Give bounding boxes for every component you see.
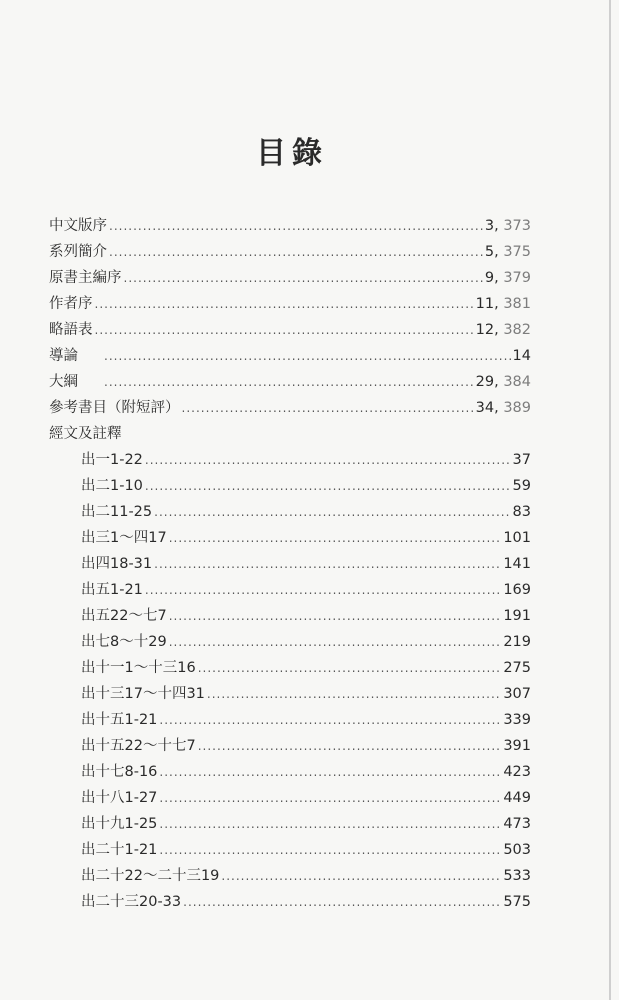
toc-sub-entry-label: 出十八1-27: [81, 790, 158, 806]
toc-sub-entry-page: 141: [503, 556, 531, 572]
dot-leader: [104, 343, 511, 369]
toc-entry[interactable]: [49, 291, 531, 317]
toc-sub-entry-label: 出四18-31: [81, 556, 153, 572]
toc-section-heading[interactable]: [49, 421, 531, 447]
toc-sub-entry[interactable]: [49, 655, 531, 681]
dot-leader: [159, 837, 501, 863]
dot-leader: [145, 447, 511, 473]
dot-leader: [109, 239, 483, 265]
toc-entry-label: 導論: [49, 348, 78, 364]
dot-leader: [159, 759, 501, 785]
dot-leader: [169, 603, 502, 629]
toc-sub-entry-page: 503: [503, 842, 531, 858]
toc-entry-label: 原書主編序: [49, 270, 122, 286]
toc-entry-label: 參考書目（附短評）: [49, 400, 180, 416]
toc-entry-label: 中文版序: [49, 218, 107, 234]
toc-sub-entry[interactable]: [49, 525, 531, 551]
toc-sub-entry[interactable]: [49, 837, 531, 863]
toc-sub-entry-label: 出二十22～二十三19: [81, 868, 220, 884]
toc-entry-label: 大綱: [49, 374, 78, 390]
toc-entry-pages: 3, 373: [484, 218, 531, 234]
toc-sub-entry[interactable]: [49, 707, 531, 733]
toc-entry-pages: 29, 384: [475, 374, 531, 390]
dot-leader: [109, 213, 483, 239]
toc-entry[interactable]: [49, 213, 531, 239]
dot-leader: [145, 473, 511, 499]
toc-sub-entry[interactable]: [49, 603, 531, 629]
toc-entry[interactable]: [49, 343, 531, 369]
dot-leader: [145, 577, 501, 603]
toc-sub-entry-label: 出二11-25: [81, 504, 153, 520]
toc-sub-entry-page: 575: [503, 894, 531, 910]
dot-leader: [154, 499, 510, 525]
toc-entry-label: 略語表: [49, 322, 93, 338]
toc-entry[interactable]: [49, 369, 531, 395]
toc-sub-entry-page: 169: [503, 582, 531, 598]
dot-leader: [198, 655, 502, 681]
toc-entry-label: 經文及註釋: [49, 426, 122, 442]
page-edge: [609, 0, 611, 1000]
toc-sub-entry-label: 出一1-22: [81, 452, 143, 468]
toc-sub-entry[interactable]: [49, 473, 531, 499]
toc-sub-entry-page: 101: [503, 530, 531, 546]
toc-entry[interactable]: [49, 239, 531, 265]
toc-sub-entry-label: 出二十三20-33: [81, 894, 182, 910]
toc-sub-entry[interactable]: [49, 889, 531, 915]
dot-leader: [182, 395, 474, 421]
toc-entry[interactable]: [49, 395, 531, 421]
toc-sub-entry-label: 出十七8-16: [81, 764, 158, 780]
table-of-contents: [49, 213, 531, 915]
toc-sub-entry-page: 423: [503, 764, 531, 780]
dot-leader: [159, 707, 501, 733]
dot-leader: [104, 369, 474, 395]
dot-leader: [207, 681, 501, 707]
toc-sub-entry-label: 出三1～四17: [81, 530, 167, 546]
toc-sub-entry[interactable]: [49, 499, 531, 525]
toc-sub-entry[interactable]: [49, 863, 531, 889]
dot-leader: [221, 863, 501, 889]
toc-sub-entry[interactable]: [49, 447, 531, 473]
toc-entry-pages: 12, 382: [475, 322, 531, 338]
toc-entry-label: 系列簡介: [49, 244, 107, 260]
toc-sub-entry[interactable]: [49, 811, 531, 837]
dot-leader: [95, 317, 474, 343]
toc-sub-entry[interactable]: [49, 551, 531, 577]
toc-sub-entry[interactable]: [49, 577, 531, 603]
toc-sub-entry[interactable]: [49, 785, 531, 811]
dot-leader: [183, 889, 501, 915]
toc-entry-pages: 34, 389: [475, 400, 531, 416]
toc-entry-pages: 14: [512, 348, 531, 364]
toc-entry-label: 作者序: [49, 296, 93, 312]
page-title: 目錄: [256, 136, 328, 172]
dot-leader: [169, 629, 502, 655]
toc-sub-entry-label: 出十三17～十四31: [81, 686, 205, 702]
toc-sub-entry-label: 出十一1～十三16: [81, 660, 196, 676]
toc-sub-entry-label: 出二十1-21: [81, 842, 158, 858]
dot-leader: [95, 291, 474, 317]
toc-sub-entry[interactable]: [49, 759, 531, 785]
toc-sub-entry[interactable]: [49, 629, 531, 655]
toc-sub-entry[interactable]: [49, 733, 531, 759]
toc-sub-entry-label: 出五22～七7: [81, 608, 167, 624]
toc-entry[interactable]: [49, 317, 531, 343]
toc-sub-entry-page: 449: [503, 790, 531, 806]
toc-sub-entry-page: 37: [512, 452, 531, 468]
dot-leader: [198, 733, 502, 759]
toc-sub-entry-page: 275: [503, 660, 531, 676]
toc-sub-entry-page: 83: [512, 504, 531, 520]
toc-sub-entry-page: 59: [512, 478, 531, 494]
toc-entry-pages: 11, 381: [475, 296, 531, 312]
toc-sub-entry-label: 出十五22～十七7: [81, 738, 196, 754]
dot-leader: [154, 551, 501, 577]
dot-leader: [124, 265, 483, 291]
toc-sub-entry-label: 出七8～十29: [81, 634, 167, 650]
toc-entry-pages: 5, 375: [484, 244, 531, 260]
toc-sub-entry-page: 219: [503, 634, 531, 650]
toc-sub-entry-label: 出十九1-25: [81, 816, 158, 832]
toc-sub-entry-label: 出五1-21: [81, 582, 143, 598]
toc-sub-entry-page: 473: [503, 816, 531, 832]
toc-sub-entry-label: 出十五1-21: [81, 712, 158, 728]
toc-sub-entry-page: 307: [503, 686, 531, 702]
dot-leader: [169, 525, 502, 551]
toc-sub-entry-page: 339: [503, 712, 531, 728]
toc-sub-entry-page: 533: [503, 868, 531, 884]
toc-entry[interactable]: [49, 265, 531, 291]
toc-sub-entry-page: 391: [503, 738, 531, 754]
toc-sub-entry[interactable]: [49, 681, 531, 707]
toc-sub-entry-page: 191: [503, 608, 531, 624]
toc-entry-pages: 9, 379: [484, 270, 531, 286]
dot-leader: [159, 811, 501, 837]
toc-sub-entry-label: 出二1-10: [81, 478, 143, 494]
dot-leader: [159, 785, 501, 811]
